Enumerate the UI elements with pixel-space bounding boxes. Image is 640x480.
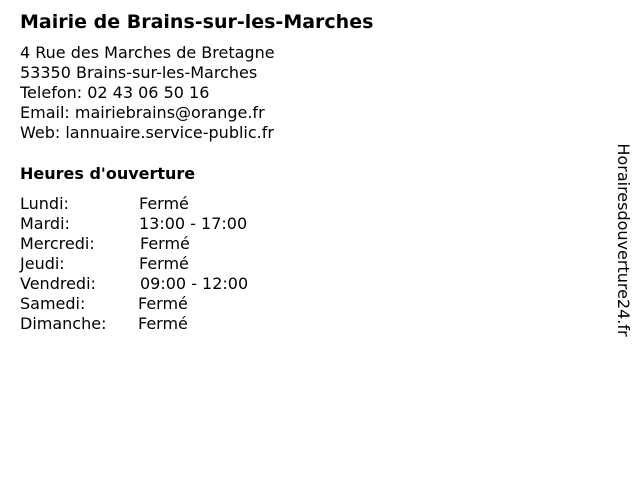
day-label: Lundi: — [20, 194, 69, 213]
opening-hours-heading: Heures d'ouverture — [20, 164, 196, 183]
website-address: Web: lannuaire.service-public.fr — [20, 123, 274, 142]
day-hours: Fermé — [138, 294, 188, 313]
day-label: Samedi: — [20, 294, 86, 313]
city-address: 53350 Brains-sur-les-Marches — [20, 63, 258, 82]
day-hours: 09:00 - 12:00 — [140, 274, 249, 293]
site-watermark: Horairesdouverture24.fr — [614, 143, 633, 337]
day-hours: Fermé — [139, 254, 189, 273]
day-hours: 13:00 - 17:00 — [139, 214, 248, 233]
day-label: Mercredi: — [20, 234, 95, 253]
page-title: Mairie de Brains-sur-les-Marches — [20, 11, 374, 33]
day-hours: Fermé — [138, 314, 188, 333]
day-label: Mardi: — [20, 214, 70, 233]
email-address: Email: mairiebrains@orange.fr — [20, 103, 265, 122]
contact-block — [20, 43, 275, 143]
day-label: Dimanche: — [20, 314, 107, 333]
day-label: Jeudi: — [20, 254, 65, 273]
day-hours: Fermé — [140, 234, 190, 253]
day-hours: Fermé — [139, 194, 189, 213]
street-address: 4 Rue des Marches de Bretagne — [20, 43, 275, 62]
day-label: Vendredi: — [20, 274, 96, 293]
phone-number: Telefon: 02 43 06 50 16 — [20, 83, 210, 102]
